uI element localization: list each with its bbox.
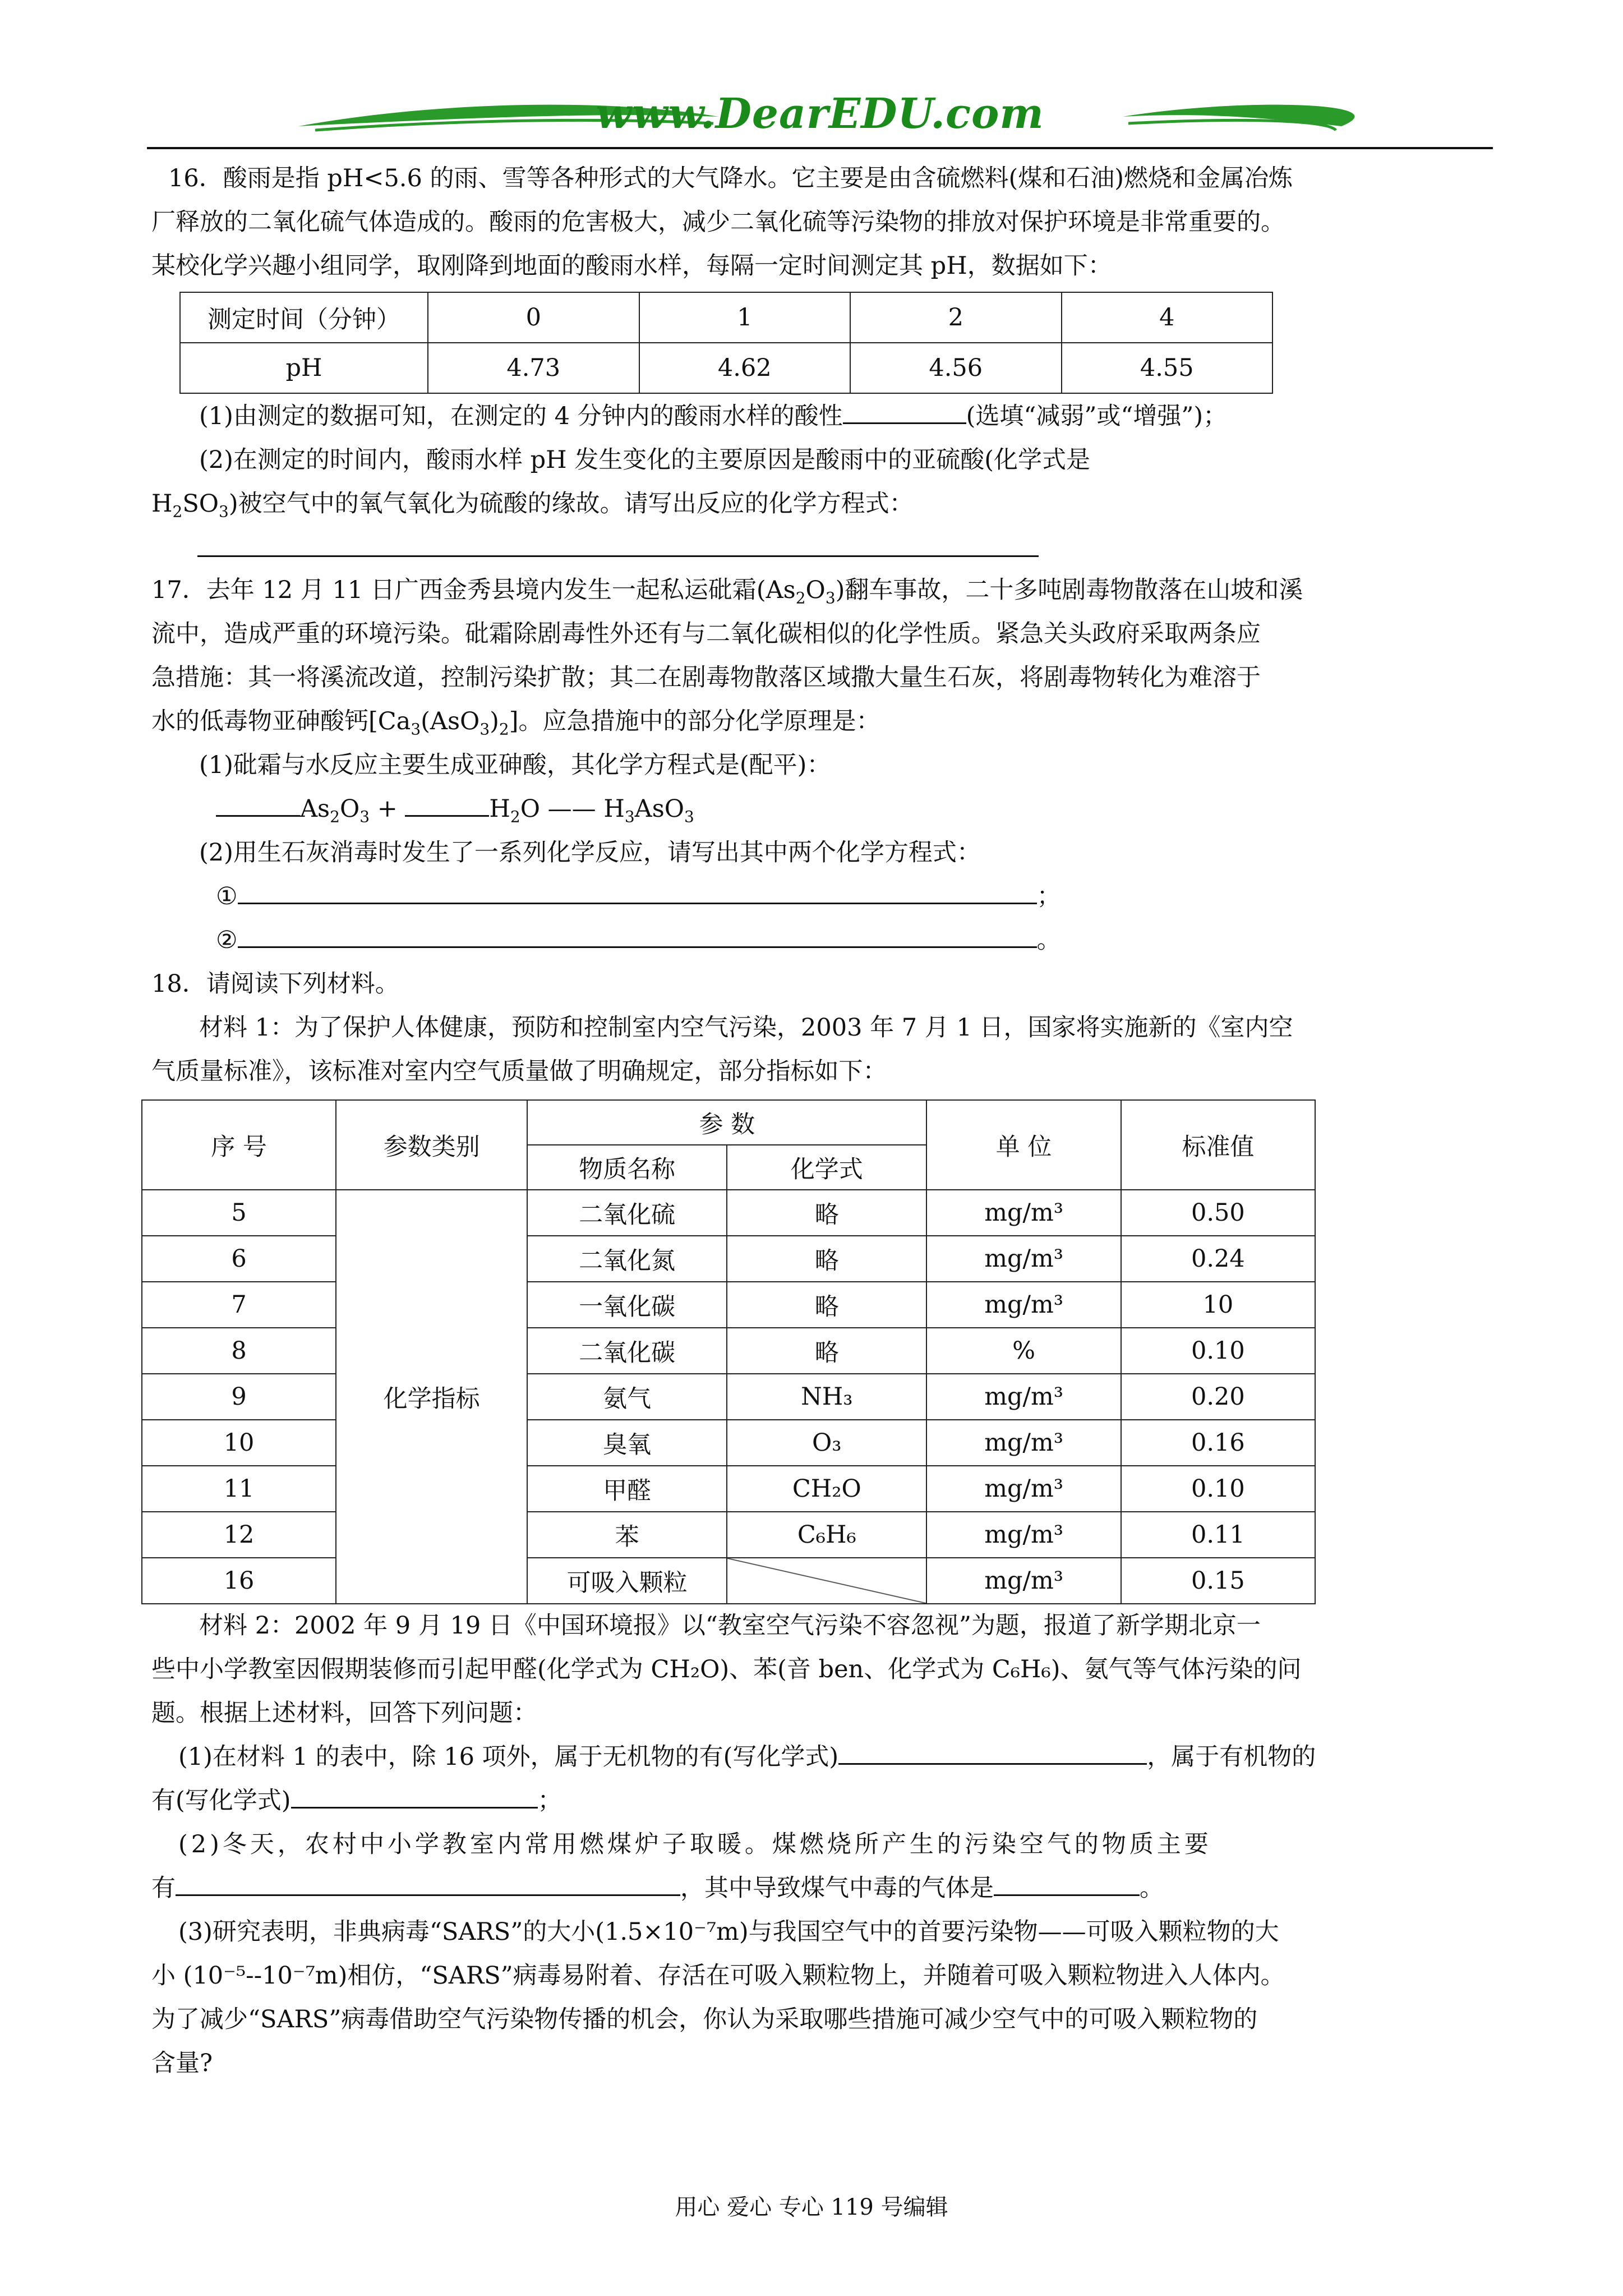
cell-name: 一氧化碳: [527, 1282, 727, 1328]
cell-formula: C₆H₆: [727, 1512, 926, 1558]
col-header-no: 序 号: [142, 1100, 336, 1190]
cell-formula: 略: [727, 1190, 926, 1236]
q16-sub2-line2: [151, 487, 914, 529]
formula-ca3aso3: $_3(AsO_3)_2$: [411, 707, 509, 739]
cell-unit: mg/m³: [926, 1512, 1121, 1558]
q17-line-2: 流中，造成严重的环境污染。砒霜除剧毒性外还有与二氧化碳相似的化学性质。紧急关头政府采取两条应: [151, 620, 1261, 648]
cell-std: 0.15: [1121, 1558, 1315, 1604]
cell-unit: mg/m³: [926, 1236, 1121, 1282]
answer-blank[interactable]: [176, 1872, 680, 1896]
q17-end-2: 。: [1036, 926, 1061, 954]
cell-no: 9: [142, 1374, 336, 1420]
q18-sub1-line1: [178, 1740, 1316, 1774]
circled-two: ②: [216, 926, 238, 954]
formula-as2o3-eq: $As_2O_3$ +: [300, 795, 405, 826]
answer-blank[interactable]: [843, 400, 966, 424]
q18-sub1-text-c: 有(写化学式): [151, 1787, 291, 1815]
q16-line-3: 某校化学兴趣小组同学，取刚降到地面的酸雨水样，每隔一定时间测定其 pH，数据如下：: [151, 252, 1112, 280]
cell-formula: 略: [727, 1328, 926, 1374]
answer-line[interactable]: [197, 555, 1039, 557]
q18-sub2-line2: [151, 1871, 1164, 1905]
col-header-formula: 化学式: [727, 1145, 926, 1190]
cell-formula: 略: [727, 1236, 926, 1282]
cell-no: 5: [142, 1190, 336, 1236]
ph-table-label: 测定时间（分钟）: [180, 292, 428, 343]
ph-table-cell: 4.55: [1062, 343, 1273, 393]
table-row: [142, 1236, 1315, 1282]
ph-table-cell: 4: [1062, 292, 1273, 343]
coefficient-blank[interactable]: [405, 793, 489, 817]
cell-formula: CH₂O: [727, 1466, 926, 1512]
q17-line-1: [151, 573, 1303, 615]
q16-sub2-line1: (2)在测定的时间内，酸雨水样 pH 发生变化的主要原因是酸雨中的亚硫酸(化学式是: [199, 446, 1091, 474]
cell-std: 0.11: [1121, 1512, 1315, 1558]
ph-table-cell: 2: [850, 292, 1062, 343]
cell-unit: mg/m³: [926, 1420, 1121, 1466]
cell-no: 10: [142, 1420, 336, 1466]
q17-answer-1: [216, 880, 1061, 913]
q18-material2-line3: 题。根据上述材料，回答下列问题：: [151, 1699, 537, 1727]
air-quality-table: [141, 1099, 1316, 1604]
circled-one: ①: [216, 882, 238, 910]
cell-no: 6: [142, 1236, 336, 1282]
cell-no: 16: [142, 1558, 336, 1604]
cell-formula: 略: [727, 1282, 926, 1328]
cell-std: 0.10: [1121, 1328, 1315, 1374]
q18-sub2-text-b: ，其中导致煤气中毒的气体是: [680, 1874, 994, 1902]
cell-std: 0.16: [1121, 1420, 1315, 1466]
q18-title: 18．请阅读下列材料。: [151, 970, 399, 998]
cell-formula: NH₃: [727, 1374, 926, 1420]
formula-h2so3: $H_2SO_3$): [151, 490, 238, 521]
cell-category: 化学指标: [336, 1190, 527, 1604]
table-row: [142, 1420, 1315, 1466]
q18-sub3-line2: 小 (10⁻⁵--10⁻⁷m)相仿，“SARS”病毒易附着、存活在可吸入颗粒物上，并随着可吸入颗粒物进入人体内。: [151, 1962, 1285, 1990]
q18-sub2-text-c: 。: [1140, 1874, 1164, 1902]
cell-no: 7: [142, 1282, 336, 1328]
answer-blank[interactable]: [238, 880, 1037, 904]
table-row: [142, 1282, 1315, 1328]
cell-formula-empty: [727, 1558, 926, 1604]
q18-sub1-text-b: ，属于有机物的: [1147, 1743, 1316, 1771]
q17-line-4-b: ]。应急措施中的部分化学原理是：: [509, 707, 880, 735]
table-row: [142, 1466, 1315, 1512]
cell-std: 10: [1121, 1282, 1315, 1328]
cell-unit: mg/m³: [926, 1558, 1121, 1604]
cell-name: 二氧化碳: [527, 1328, 727, 1374]
coefficient-blank[interactable]: [216, 793, 300, 817]
site-header: [147, 67, 1493, 151]
cell-unit: mg/m³: [926, 1282, 1121, 1328]
q16-sub1-text-b: (选填“减弱”或“增强”)；: [966, 402, 1228, 430]
q18-material2-line1: 材料 2：2002 年 9 月 19 日《中国环境报》以“教室空气污染不容忽视”为题，报道了新学期北京一: [199, 1612, 1261, 1640]
q17-sub2: (2)用生石灰消毒时发生了一系列化学反应，请写出其中两个化学方程式：: [199, 839, 981, 867]
cell-std: 0.20: [1121, 1374, 1315, 1420]
col-header-std: 标准值: [1121, 1100, 1315, 1190]
q18-sub3-line1: (3)研究表明，非典病毒“SARS”的大小(1.5×10⁻⁷m)与我国空气中的首要污染物——可吸入颗粒物的大: [178, 1918, 1279, 1946]
ph-table-cell: 4.73: [428, 343, 639, 393]
cell-name: 可吸入颗粒: [527, 1558, 727, 1604]
q17-line-1-b: )翻车事故，二十多吨剧毒物散落在山坡和溪: [835, 576, 1303, 604]
formula-as2o3: $_2O_3$: [795, 576, 836, 608]
cell-name: 氨气: [527, 1374, 727, 1420]
cell-name: 二氧化氮: [527, 1236, 727, 1282]
answer-blank[interactable]: [994, 1872, 1140, 1896]
q18-sub3-line4: 含量?: [151, 2049, 213, 2077]
q16-sub1: [199, 399, 1227, 433]
q18-material1-line2: 气质量标准》，该标准对室内空气质量做了明确规定，部分指标如下：: [151, 1057, 887, 1085]
ph-table-cell: 1: [639, 292, 851, 343]
q17-line-3: 急措施：其一将溪流改道，控制污染扩散；其二在剧毒物散落区域撒大量生石灰，将剧毒物转化为难溶于: [151, 664, 1261, 692]
site-name: www.DearEDU.com: [596, 90, 1044, 138]
cell-std: 0.10: [1121, 1466, 1315, 1512]
q17-answer-2: [216, 923, 1061, 957]
col-header-unit: 单 位: [926, 1100, 1121, 1190]
cell-formula: O₃: [727, 1420, 926, 1466]
cell-name: 苯: [527, 1512, 727, 1558]
table-row: [142, 1512, 1315, 1558]
header-rule: [147, 147, 1493, 149]
q17-line-4-a: 水的低毒物亚砷酸钙[Ca: [151, 707, 411, 735]
col-header-param: 参 数: [527, 1100, 926, 1145]
ph-table-label: pH: [180, 343, 428, 393]
q16-line-1: 16．酸雨是指 pH<5.6 的雨、雪等各种形式的大气降水。它主要是由含硫燃料(煤和石油)燃烧和金属冶炼: [168, 164, 1293, 192]
cell-name: 二氧化硫: [527, 1190, 727, 1236]
page-footer: 用心 爱心 专心 119 号编辑: [675, 2194, 948, 2220]
q18-sub3-line3: 为了减少“SARS”病毒借助空气污染物传播的机会，你认为采取哪些措施可减少空气中的可吸入颗粒物的: [151, 2005, 1258, 2033]
cell-name: 臭氧: [527, 1420, 727, 1466]
col-header-category: 参数类别: [336, 1100, 527, 1190]
q17-line-1-a: 17．去年 12 月 11 日广西金秀县境内发生一起私运砒霜(As: [151, 576, 796, 604]
cell-unit: mg/m³: [926, 1374, 1121, 1420]
formula-h2o-eq: $H_2O$ —— $H_3AsO_3$: [489, 795, 694, 826]
ph-table-row-ph: [180, 343, 1272, 393]
q18-material1-line1: 材料 1：为了保护人体健康，预防和控制室内空气污染，2003 年 7 月 1 日，国家将实施新的《室内空: [199, 1014, 1293, 1042]
answer-blank[interactable]: [291, 1784, 538, 1809]
cell-no: 12: [142, 1512, 336, 1558]
q18-sub1-line2: [151, 1784, 562, 1818]
table-row: [142, 1328, 1315, 1374]
cell-unit: mg/m³: [926, 1190, 1121, 1236]
ph-table-row-time: [180, 292, 1272, 343]
q18-sub1-text-d: ；: [537, 1787, 562, 1815]
q16-line-2: 厂释放的二氧化硫气体造成的。酸雨的危害极大，减少二氧化硫等污染物的排放对保护环境是非常重要的。: [151, 208, 1285, 236]
q18-sub1-text-a: (1)在材料 1 的表中，除 16 项外，属于无机物的有(写化学式): [178, 1743, 839, 1771]
table-row: [142, 1558, 1315, 1604]
ph-table-cell: 0: [428, 292, 639, 343]
ph-table: [179, 292, 1273, 394]
ph-table-cell: 4.56: [850, 343, 1062, 393]
q17-sub1: (1)砒霜与水反应主要生成亚砷酸，其化学方程式是(配平)：: [199, 751, 831, 779]
answer-blank[interactable]: [838, 1741, 1147, 1765]
cell-name: 甲醛: [527, 1466, 727, 1512]
q17-equation: [216, 792, 694, 834]
q18-material2-line2: 些中小学教室因假期装修而引起甲醛(化学式为 CH₂O)、苯(音 ben、化学式为 C₆H₆)、氨气等气体污染的问: [151, 1655, 1302, 1683]
answer-blank[interactable]: [238, 924, 1037, 948]
cell-unit: %: [926, 1328, 1121, 1374]
q18-sub2-text-a: 有: [151, 1874, 176, 1902]
ph-table-cell: 4.62: [639, 343, 851, 393]
q18-sub2-line1: (2)冬天，农村中小学教室内常用燃煤炉子取暖。煤燃烧所产生的污染空气的物质主要: [178, 1830, 1212, 1858]
col-header-name: 物质名称: [527, 1145, 727, 1190]
cell-unit: mg/m³: [926, 1466, 1121, 1512]
cell-no: 11: [142, 1466, 336, 1512]
q17-line-4: [151, 705, 880, 747]
q17-end-1: ；: [1036, 882, 1061, 910]
table-row: [142, 1190, 1315, 1236]
q16-sub1-text-a: (1)由测定的数据可知，在测定的 4 分钟内的酸雨水样的酸性: [199, 402, 843, 430]
table-row: [142, 1374, 1315, 1420]
q16-sub2-text: 被空气中的氧气氧化为硫酸的缘故。请写出反应的化学方程式：: [238, 490, 914, 518]
cell-no: 8: [142, 1328, 336, 1374]
cell-std: 0.50: [1121, 1190, 1315, 1236]
cell-std: 0.24: [1121, 1236, 1315, 1282]
